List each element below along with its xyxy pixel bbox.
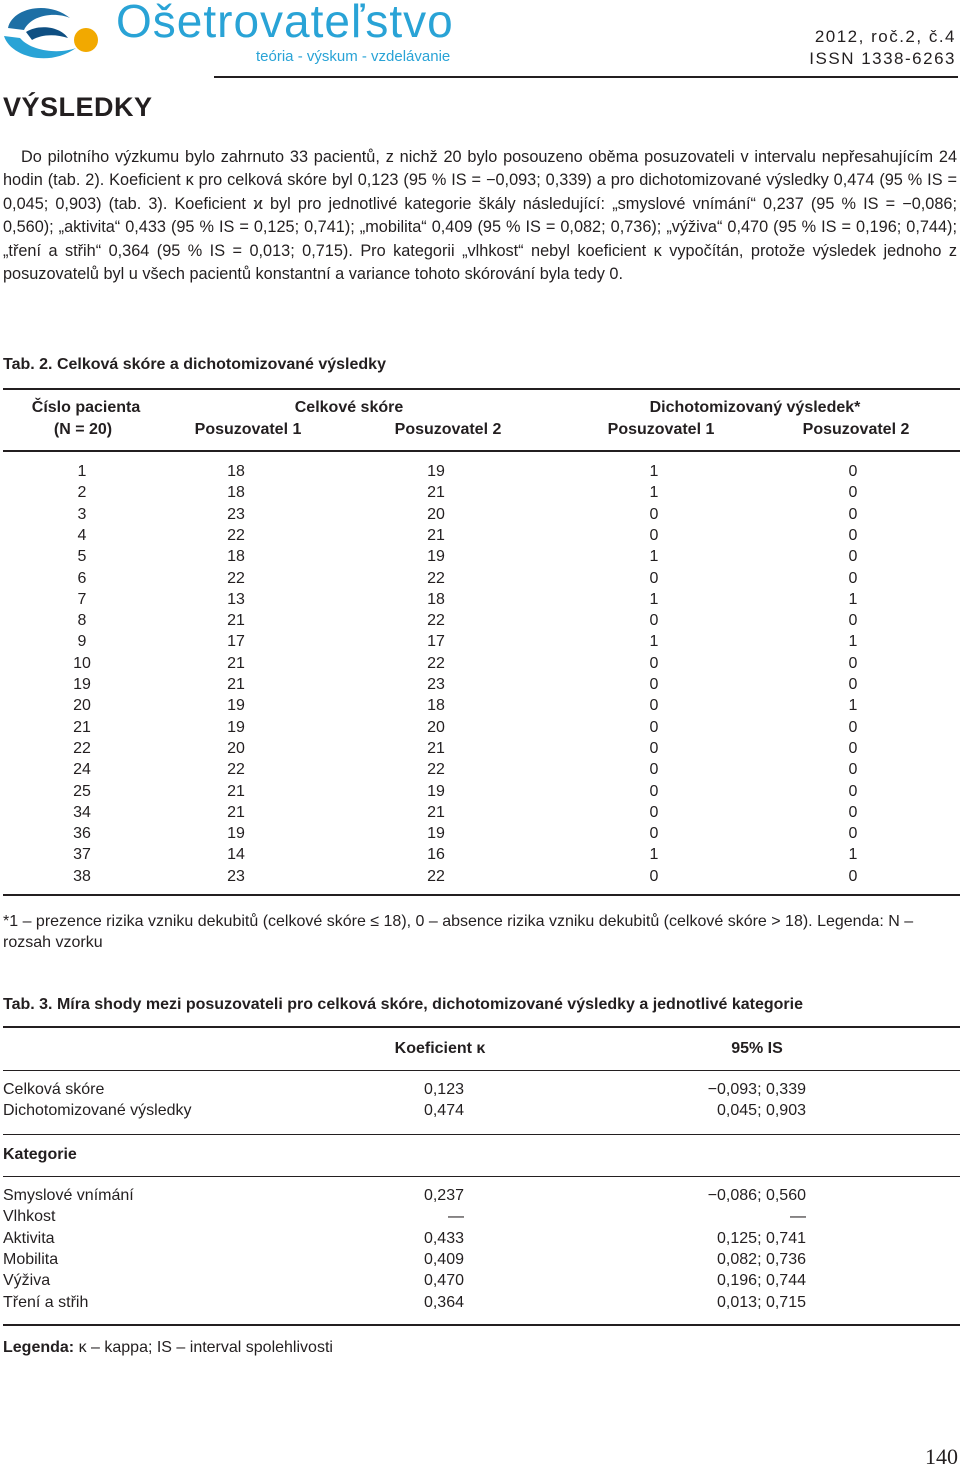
table2-header-patient-n: (N = 20): [53, 421, 113, 438]
table2-cell: 21: [427, 739, 445, 757]
table2-cell: 0: [649, 526, 659, 544]
table2-cell: 21: [427, 484, 445, 502]
table2-cell: 16: [427, 846, 445, 864]
table2-cell: 18: [227, 484, 245, 502]
table3-bottom-rule: [3, 1324, 960, 1326]
table2-cell: 37: [73, 846, 91, 864]
table2-cell: 0: [649, 739, 659, 757]
table2-cell: 22: [227, 526, 245, 544]
table2-cell: 2: [77, 484, 87, 502]
table3-top-rule: [3, 1026, 960, 1028]
table2-cell: 18: [427, 697, 445, 715]
table3-ci-value: 0,196; 0,744: [717, 1272, 806, 1290]
table2-cell: 19: [73, 676, 91, 693]
table2-cell: 23: [227, 505, 245, 523]
table2-cell: 0: [649, 803, 659, 821]
table2-cell: 0: [848, 739, 858, 757]
table2-cell: 17: [427, 633, 445, 651]
table2-cell: 0: [649, 825, 659, 843]
table2-cell: 22: [427, 761, 445, 779]
table3-kappa-value: 0,474: [423, 1102, 464, 1120]
table2-header-dich: Dichotomizovaný výsledek*: [649, 399, 861, 416]
table2-cell: 23: [227, 867, 245, 885]
table2-cell: 0: [848, 782, 858, 800]
table3-ci-value: 0,082; 0,736: [717, 1250, 806, 1268]
table2-cell: 21: [427, 526, 445, 544]
table2-cell: 22: [427, 569, 445, 587]
table3-legend: [3, 1337, 960, 1358]
table3-kappa-value: 0,123: [423, 1081, 464, 1098]
table2-cell: 0: [649, 761, 659, 779]
table2-cell: 4: [77, 526, 87, 544]
table2-cell: 1: [649, 590, 659, 608]
section-title: VÝSLEDKY: [3, 92, 153, 122]
table3-row-label: Výživa: [3, 1272, 51, 1290]
table3-category-bottom-rule: [3, 1176, 960, 1177]
table2-cell: 0: [649, 569, 659, 587]
table2-caption: Tab. 2. Celková skóre a dichotomizované výsledky: [3, 356, 386, 373]
table2-header-dich-p2: Posuzovatel 2: [802, 421, 910, 438]
table2-cell: 13: [227, 590, 245, 608]
table2-cell: 22: [227, 569, 245, 587]
table3-kappa-value: 0,364: [423, 1293, 464, 1311]
table2-cell: 1: [848, 846, 858, 864]
table2-cell: 0: [848, 761, 858, 779]
journal-header: [0, 0, 960, 80]
table2-cell: 0: [848, 718, 858, 736]
table2-cell: 0: [649, 867, 659, 885]
table2-cell: 1: [848, 590, 858, 608]
table3-kappa-value: 0,470: [423, 1272, 464, 1290]
table3-ci-value: −0,086; 0,560: [707, 1187, 806, 1204]
table2-header-rule: [3, 450, 960, 452]
table2-cell: 18: [427, 590, 445, 608]
table3-row-label: Aktivita: [3, 1229, 55, 1247]
table2-cell: 20: [73, 697, 91, 715]
table2-cell: 22: [427, 612, 445, 630]
table2-cell: 0: [848, 548, 858, 566]
table2-cell: 0: [649, 654, 659, 672]
table2-cell: 14: [227, 846, 245, 864]
table2-cell: 3: [77, 505, 87, 523]
table2-top-rule: [3, 388, 960, 390]
table2-cell: 21: [427, 803, 445, 821]
table3-kappa-value: 0,409: [423, 1250, 464, 1268]
table2-cell: 21: [227, 654, 245, 672]
table2-cell: 0: [649, 718, 659, 736]
table2-cell: 19: [427, 548, 445, 566]
table2-cell: 17: [227, 633, 245, 651]
table3-category-top-rule: [3, 1134, 960, 1135]
table2-cell: 9: [77, 633, 87, 651]
table2-header-total: Celkové skóre: [294, 399, 404, 416]
table2-cell: 22: [427, 867, 445, 885]
table2-cell: 36: [73, 825, 91, 843]
table2-cell: 19: [227, 697, 245, 715]
table2-cell: 0: [848, 676, 858, 693]
table3-header-ci: 95% IS: [731, 1040, 783, 1057]
header-rule: [214, 76, 958, 78]
table2-cell: 10: [73, 654, 91, 672]
table3-caption: Tab. 3. Míra shody mezi posuzovateli pro celková skóre, dichotomizované výsledky a jednotlivé kategorie: [3, 996, 803, 1013]
table2-header-total-p1: Posuzovatel 1: [194, 421, 302, 438]
table3-header-rule: [3, 1070, 960, 1071]
table2-cell: 0: [848, 825, 858, 843]
table2-cell: 22: [427, 654, 445, 672]
table2-cell: 8: [77, 612, 87, 630]
table2-cell: 1: [649, 633, 659, 651]
table2-cell: 0: [848, 612, 858, 630]
table3-row-label: Vlhkost: [3, 1208, 56, 1226]
table2-cell: 20: [427, 505, 445, 523]
table3-kappa-value: 0,433: [423, 1229, 464, 1247]
table2-cell: 0: [649, 612, 659, 630]
table2-cell: 20: [427, 718, 445, 736]
table2-footnote: *1 – prezence rizika vzniku dekubitů (celkové skóre ≤ 18), 0 – absence rizika vzniku dekubitů (celkové skóre > 18). Legenda: N – rozsah vzorku: [3, 913, 914, 951]
table3-legend-text: κ – kappa; IS – interval spolehlivosti: [78, 1339, 333, 1356]
table3-ci-value: —: [790, 1208, 806, 1226]
journal-logo-icon: [2, 2, 114, 68]
results-paragraph: [3, 146, 957, 286]
table2-cell: 5: [77, 548, 87, 566]
table2-cell: 0: [649, 697, 659, 715]
table3-row-label: Dichotomizované výsledky: [3, 1102, 192, 1120]
table3-ci-value: −0,093; 0,339: [707, 1081, 806, 1098]
table2-cell: 1: [649, 548, 659, 566]
table2-cell: 19: [427, 825, 445, 843]
table2-cell: 19: [427, 463, 445, 480]
table2-cell: 0: [649, 676, 659, 693]
table2-cell: 21: [227, 782, 245, 800]
table3-header-kappa: Koeficient κ: [394, 1040, 486, 1057]
page-number: 140: [925, 1444, 958, 1469]
table2-cell: 1: [848, 697, 858, 715]
table2-cell: 19: [427, 782, 445, 800]
results-text: Do pilotního výzkumu bylo zahrnuto 33 pacientů, z nichž 20 bylo posouzeno oběma posuzovateli v intervalu nepřesahujícím 24 hodin (tab. 2). Koeficient κ pro celková skóre byl 0,123 (95 % IS = −0,093; 0,339) a pro dichotomizované výsledky 0,474 (95 % IS = 0,045; 0,903) (tab. 3). Koeficient ϰ byl pro jednotlivé kategorie škály následující: „smyslové vnímání“ 0,237 (95 % IS = −0,086; 0,560); „aktivita“ 0,433 (95 % IS = 0,125; 0,741); „mobilita“ 0,409 (95 % IS = 0,082; 0,736); „výživa“ 0,470 (95 % IS = 0,196; 0,744); „tření a střih“ 0,364 (95 % IS = 0,013; 0,715). Pro kategorii „vlhkost“ nebyl koeficient κ vypočítán, protože výsledek jednoho z posuzovatelů byl u všech pacientů konstantní a variance tohoto skórování byla tedy 0.: [3, 148, 957, 284]
table2-cell: 1: [649, 484, 659, 502]
issue-number: 2012, roč.2, č.4: [814, 27, 956, 46]
table2-cell: 22: [73, 739, 91, 757]
table2-cell: 1: [649, 463, 659, 480]
table2-cell: 20: [227, 739, 245, 757]
logo-title: Ošetrovateľstvo: [116, 0, 454, 47]
table2-cell: 0: [848, 803, 858, 821]
table2-cell: 19: [227, 825, 245, 843]
table3-kappa-value: 0,237: [423, 1187, 464, 1204]
table2-header-dich-p1: Posuzovatel 1: [607, 421, 715, 438]
issn: ISSN 1338-6263: [809, 49, 956, 68]
table2-cell: 21: [227, 612, 245, 630]
table2-cell: 24: [73, 761, 91, 779]
table2-cell: 34: [73, 803, 91, 821]
issue-info: [809, 26, 956, 70]
table2-cell: 18: [227, 548, 245, 566]
table2-cell: 0: [848, 463, 858, 480]
table2-cell: 21: [73, 718, 91, 736]
table2-header-total-p2: Posuzovatel 2: [394, 421, 502, 438]
table2-cell: 19: [227, 718, 245, 736]
table2-cell: 23: [427, 676, 445, 693]
table2-cell: 0: [848, 526, 858, 544]
table2-cell: 0: [848, 867, 858, 885]
table3-row-label: Celková skóre: [3, 1081, 105, 1098]
table2-header-patient: Číslo pacienta: [31, 399, 141, 416]
table2-cell: 25: [73, 782, 91, 800]
table2-cell: 0: [848, 654, 858, 672]
table3-ci-value: 0,045; 0,903: [717, 1102, 806, 1120]
table3-row-label: Mobilita: [3, 1250, 59, 1268]
table3-legend-label: Legenda:: [3, 1339, 75, 1356]
table3-ci-value: 0,125; 0,741: [717, 1229, 806, 1247]
table2-cell: 21: [227, 803, 245, 821]
logo-subtitle: teória - výskum - vzdelávanie: [256, 48, 451, 65]
table2-cell: 6: [77, 569, 87, 587]
table2-cell: 0: [649, 782, 659, 800]
table2-cell: 1: [848, 633, 858, 651]
table3-category-label: Kategorie: [3, 1146, 77, 1163]
table2-cell: 7: [77, 590, 87, 608]
table2-cell: 0: [848, 484, 858, 502]
table2-cell: 38: [73, 867, 91, 885]
table2-cell: 22: [227, 761, 245, 779]
table2-cell: 1: [649, 846, 659, 864]
table2-cell: 0: [848, 505, 858, 523]
table3-ci-value: 0,013; 0,715: [717, 1293, 806, 1311]
table2-bottom-rule: [3, 894, 960, 896]
table2-cell: 0: [649, 505, 659, 523]
table2-cell: 21: [227, 676, 245, 693]
table2-cell: 1: [77, 463, 87, 480]
table3-row-label: Smyslové vnímání: [3, 1187, 134, 1204]
table2-cell: 18: [227, 463, 245, 480]
table3-kappa-value: —: [448, 1208, 464, 1226]
table3-row-label: Tření a střih: [3, 1293, 89, 1311]
table2-cell: 0: [848, 569, 858, 587]
